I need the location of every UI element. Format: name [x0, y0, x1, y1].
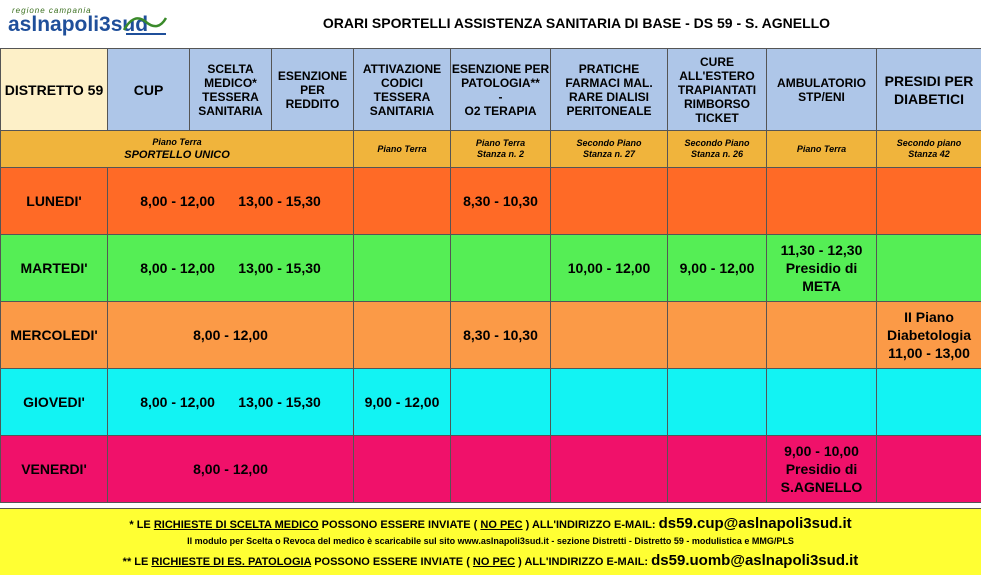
cell-esenzione — [451, 235, 551, 302]
time-reddito: 13,00 - 15,30 — [238, 193, 321, 209]
row-venerdi — [1, 436, 981, 503]
cell-sportello: 8,00 - 12,00 — [108, 436, 354, 503]
cell-cure: 9,00 - 12,00 — [668, 235, 767, 302]
schedule-table — [0, 48, 981, 503]
ambulatorio-place: META — [767, 277, 876, 295]
cell-ambulatorio — [767, 302, 877, 369]
header-ambulatorio: AMBULATORIO STP/ENI — [767, 49, 877, 131]
location-sportello-unico — [1, 131, 354, 168]
cell-sportello — [108, 369, 354, 436]
ambulatorio-time: 9,00 - 10,00 — [767, 442, 876, 460]
note-subject: RICHIESTE DI ES. PATOLOGIA — [151, 556, 311, 568]
header-pratiche: PRATICHE FARMACI MAL. RARE DIALISI PERITONEALE — [551, 49, 668, 131]
footer-note-modulo: Il modulo per Scelta o Revoca del medico è scaricabile sul sito www.aslnapoli3sud.it - sezione Distretti - Distretto 59 - modulistica e MMG/PLS — [0, 536, 981, 546]
cell-ambulatorio — [767, 369, 877, 436]
location-row — [1, 131, 981, 168]
ambulatorio-presidio: Presidio di — [767, 460, 876, 478]
note-prefix: * LE — [129, 519, 153, 531]
cell-attivazione: 9,00 - 12,00 — [354, 369, 451, 436]
cell-sportello: 8,00 - 12,00 — [108, 302, 354, 369]
cell-attivazione — [354, 235, 451, 302]
location-sportello-floor: Piano Terra — [1, 136, 353, 149]
header-esenzione-reddito: ESENZIONE PER REDDITO — [272, 49, 354, 131]
time-reddito: 13,00 - 15,30 — [238, 260, 321, 276]
time-reddito: 13,00 - 15,30 — [238, 394, 321, 410]
logo-wave-icon — [122, 8, 168, 36]
header-esenzione-patologia-line3: O2 TERAPIA — [451, 104, 550, 118]
header-attivazione: ATTIVAZIONE CODICI TESSERA SANITARIA — [354, 49, 451, 131]
day-name: GIOVEDI' — [1, 369, 108, 436]
column-header-row — [1, 49, 981, 131]
cell-esenzione: 8,30 - 10,30 — [451, 168, 551, 235]
note-text2: ) ALL'INDIRIZZO E-MAIL: — [523, 519, 659, 531]
location-cure — [668, 131, 767, 168]
row-mercoledi — [1, 302, 981, 369]
cell-pratiche — [551, 369, 668, 436]
cell-attivazione — [354, 168, 451, 235]
time-cup: 8,00 - 12,00 — [140, 394, 215, 410]
location-presidi — [877, 131, 981, 168]
cell-cure — [668, 436, 767, 503]
cell-ambulatorio — [767, 436, 877, 503]
cell-cure — [668, 369, 767, 436]
cell-esenzione — [451, 369, 551, 436]
ambulatorio-place: S.AGNELLO — [767, 478, 876, 496]
footer-note-patologia — [0, 552, 981, 569]
cell-presidi — [877, 168, 981, 235]
row-martedi — [1, 235, 981, 302]
cell-ambulatorio — [767, 168, 877, 235]
email-link-uomb[interactable]: ds59.uomb@aslnapoli3sud.it — [651, 552, 858, 569]
presidi-dept: Diabetologia — [877, 326, 981, 344]
footer-notes — [0, 508, 981, 575]
cell-pratiche — [551, 302, 668, 369]
logo-name-text: aslnapoli3sud — [8, 13, 148, 37]
note-prefix: ** LE — [123, 556, 152, 568]
note-no-pec: NO PEC — [480, 519, 522, 531]
header-distretto: DISTRETTO 59 — [1, 49, 108, 131]
header-cure-estero: CURE ALL'ESTERO TRAPIANTATI RIMBORSO TICKET — [668, 49, 767, 131]
location-ambulatorio: Piano Terra — [767, 131, 877, 168]
time-cup: 8,00 - 12,00 — [140, 260, 215, 276]
cell-attivazione — [354, 302, 451, 369]
cell-pratiche — [551, 436, 668, 503]
cell-presidi — [877, 235, 981, 302]
note-subject: RICHIESTE DI SCELTA MEDICO — [154, 519, 319, 531]
ambulatorio-presidio: Presidio di — [767, 259, 876, 277]
note-text: POSSONO ESSERE INVIATE ( — [311, 556, 473, 568]
email-link-cup[interactable]: ds59.cup@aslnapoli3sud.it — [659, 515, 852, 532]
location-presidi-floor: Secondo piano — [877, 138, 981, 149]
location-pratiche — [551, 131, 668, 168]
location-pratiche-room: Stanza n. 27 — [551, 149, 667, 160]
cell-presidi — [877, 436, 981, 503]
page-title: ORARI SPORTELLI ASSISTENZA SANITARIA DI BASE - DS 59 - S. AGNELLO — [172, 0, 981, 48]
location-esenzione — [451, 131, 551, 168]
cell-presidi — [877, 369, 981, 436]
presidi-time: 11,00 - 13,00 — [877, 344, 981, 362]
cell-ambulatorio — [767, 235, 877, 302]
cell-pratiche: 10,00 - 12,00 — [551, 235, 668, 302]
location-esenzione-floor: Piano Terra — [451, 138, 550, 149]
header-scelta-medico: SCELTA MEDICO* TESSERA SANITARIA — [190, 49, 272, 131]
note-text2: ) ALL'INDIRIZZO E-MAIL: — [515, 556, 651, 568]
cell-attivazione — [354, 436, 451, 503]
time-cup: 8,00 - 12,00 — [140, 193, 215, 209]
cell-pratiche — [551, 168, 668, 235]
cell-presidi — [877, 302, 981, 369]
header-esenzione-patologia-line2: - — [451, 90, 550, 104]
note-text: POSSONO ESSERE INVIATE ( — [319, 519, 481, 531]
cell-esenzione: 8,30 - 10,30 — [451, 302, 551, 369]
presidi-floor: II Piano — [877, 308, 981, 326]
header-esenzione-patologia — [451, 49, 551, 131]
location-cure-floor: Secondo Piano — [668, 138, 766, 149]
logo-region-text: regione campania — [12, 6, 92, 15]
cell-sportello — [108, 168, 354, 235]
location-presidi-room: Stanza 42 — [877, 149, 981, 160]
header-cup: CUP — [108, 49, 190, 131]
cell-cure — [668, 302, 767, 369]
location-sportello-label: SPORTELLO UNICO — [1, 149, 353, 162]
location-cure-room: Stanza n. 26 — [668, 149, 766, 160]
row-lunedi — [1, 168, 981, 235]
cell-sportello — [108, 235, 354, 302]
cell-esenzione — [451, 436, 551, 503]
header-esenzione-patologia-line1: ESENZIONE PER PATOLOGIA** — [451, 62, 550, 90]
note-no-pec: NO PEC — [473, 556, 515, 568]
cell-cure — [668, 168, 767, 235]
day-name: MARTEDI' — [1, 235, 108, 302]
day-name: MERCOLEDI' — [1, 302, 108, 369]
location-attivazione: Piano Terra — [354, 131, 451, 168]
day-name: VENERDI' — [1, 436, 108, 503]
ambulatorio-time: 11,30 - 12,30 — [767, 241, 876, 259]
location-pratiche-floor: Secondo Piano — [551, 138, 667, 149]
day-name: LUNEDI' — [1, 168, 108, 235]
header-presidi: PRESIDI PER DIABETICI — [877, 49, 981, 131]
asl-logo — [2, 2, 172, 42]
row-giovedi — [1, 369, 981, 436]
footer-note-scelta — [0, 515, 981, 532]
location-esenzione-room: Stanza n. 2 — [451, 149, 550, 160]
